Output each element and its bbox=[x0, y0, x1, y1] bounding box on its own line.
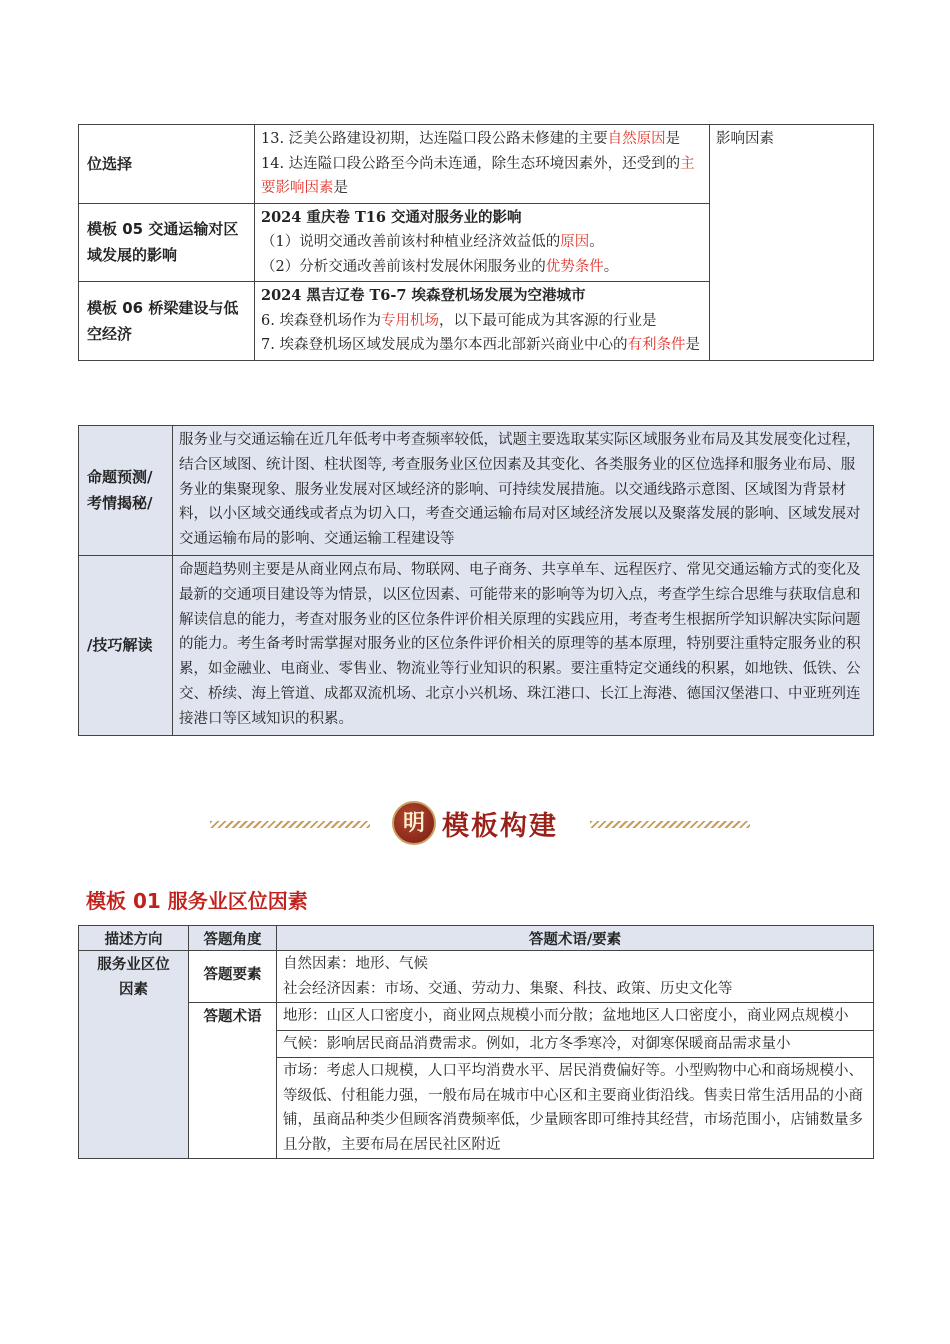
prediction-text: 服务业与交通运输在近几年低考中考查频率较低，试题主要选取某实际区域服务业布局及其发展变化过程，结合区域图、统计图、柱状图等, 考查服务业区位因素及其变化、各类服务业的区位选择和服务业布局、服务业的集聚现象、服务业发展对区域经济的影响、可持续发展措施。以交通线路示意图、区域图为背景材料，以小区域交通线或者点为切入口，考查交通运输布局对区域经济发展以及聚落发展的影响、区域发展对交通运输布局的影响、交通运输工程建设等 bbox=[173, 426, 874, 556]
question-14: 14. 达连隘口段公路至今尚未连通，除生态环境因素外，还受到的主要影响因素是 bbox=[261, 155, 695, 196]
banner-decoration-left bbox=[210, 821, 370, 828]
skills-label: /技巧解读 bbox=[79, 555, 173, 735]
term-terrain: 地形：山区人口密度小，商业网点规模小而分散；盆地地区人口密度小，商业网点规模小 bbox=[277, 1003, 874, 1031]
question-2: （2）分析交通改善前该村发展休闲服务业的优势条件。 bbox=[261, 258, 619, 275]
elements-natural: 自然因素：地形、气候 bbox=[283, 956, 428, 972]
row-label: 模板 05 交通运输对区域发展的影响 bbox=[79, 203, 255, 282]
table-row bbox=[79, 1003, 874, 1031]
table-header-row bbox=[79, 926, 874, 951]
term-climate: 气候：影响居民商品消费需求。例如，北方冬季寒冷，对御寒保暖商品需求量小 bbox=[277, 1030, 874, 1058]
row-label: 模板 06 桥梁建设与低空经济 bbox=[79, 282, 255, 361]
exam-title: 2024 重庆卷 T16 交通对服务业的影响 bbox=[261, 208, 522, 226]
column-header: 答题角度 bbox=[189, 926, 277, 951]
table-row bbox=[79, 426, 874, 556]
term-market: 市场：考虑人口规模，人口平均消费水平、居民消费偏好等。小型购物中心和商场规模小、等级低、付租能力强，一般布局在城市中心区和主要商业街沿线。售卖日常生活用品的小商铺，虽商品种类少但顾客消费频率低，少量顾客即可维持其经营，市场范围小，店铺数量多且分散，主要布局在居民社区附近 bbox=[277, 1058, 874, 1159]
angle-cell: 答题术语 bbox=[189, 1003, 277, 1159]
section-title: 模板 01 服务业区位因素 bbox=[86, 889, 308, 913]
table-row bbox=[79, 951, 874, 1003]
question-1: （1）说明交通改善前该村种植业经济效益低的原因。 bbox=[261, 234, 604, 250]
table-row bbox=[79, 125, 874, 204]
direction-cell: 服务业区位因素 bbox=[79, 951, 189, 1159]
question-13: 13. 泛美公路建设初期，达连隘口段公路未修建的主要自然原因是 bbox=[261, 131, 681, 147]
banner-title: 模板构建 bbox=[442, 811, 558, 842]
question-cell bbox=[255, 125, 710, 204]
prediction-label: 命题预测/考情揭秘/ bbox=[79, 426, 173, 556]
angle-cell: 答题要素 bbox=[189, 951, 277, 1003]
template-question-table bbox=[78, 124, 874, 361]
column-header: 答题术语/要素 bbox=[277, 926, 874, 951]
skills-text: 命题趋势则主要是从商业网点布局、物联网、电子商务、共享单车、远程医疗、常见交通运输方式的变化及最新的交通项目建设等为情景，以区位因素、可能带来的影响等为切入点，考查学生综合思维与获取信息和解读信息的能力，考查对服务业的区位条件评价相关原理的实践应用，考查考生根据所学知识解决实际问题的能力。考生备考时需掌握对服务业的区位条件评价相关的原理等的基本原理，特别要注重特定服务业的积累，如金融业、电商业、零售业、物流业等行业知识的积累。要注重特定交通线的积累，如地铁、低铁、公交、桥续、海上管道、成都双流机场、北京小兴机场、珠江港口、长江上海港、德国汉堡港口、中亚班列连接港口等区域知识的积累。 bbox=[173, 555, 874, 735]
question-6: 6. 埃森登机场作为专用机场，以下最可能成为其客源的行业是 bbox=[261, 312, 657, 329]
question-cell bbox=[255, 203, 710, 282]
exam-notes-table bbox=[78, 425, 874, 736]
section-banner bbox=[210, 796, 750, 852]
elements-cell bbox=[277, 951, 874, 1003]
row-label: 位选择 bbox=[79, 125, 255, 204]
side-note: 影响因素 bbox=[710, 125, 874, 361]
service-location-table bbox=[78, 925, 874, 1159]
column-header: 描述方向 bbox=[79, 926, 189, 951]
banner-decoration-right bbox=[590, 821, 750, 828]
question-7: 7. 埃森登机场区域发展成为墨尔本西北部新兴商业中心的有利条件是 bbox=[261, 337, 700, 353]
exam-title: 2024 黑吉辽卷 T6-7 埃森登机场发展为空港城市 bbox=[261, 287, 586, 304]
elements-social: 社会经济因素：市场、交通、劳动力、集聚、科技、政策、历史文化等 bbox=[283, 980, 733, 997]
seal-icon: 明 bbox=[392, 801, 436, 845]
question-cell bbox=[255, 282, 710, 361]
table-row bbox=[79, 555, 874, 735]
